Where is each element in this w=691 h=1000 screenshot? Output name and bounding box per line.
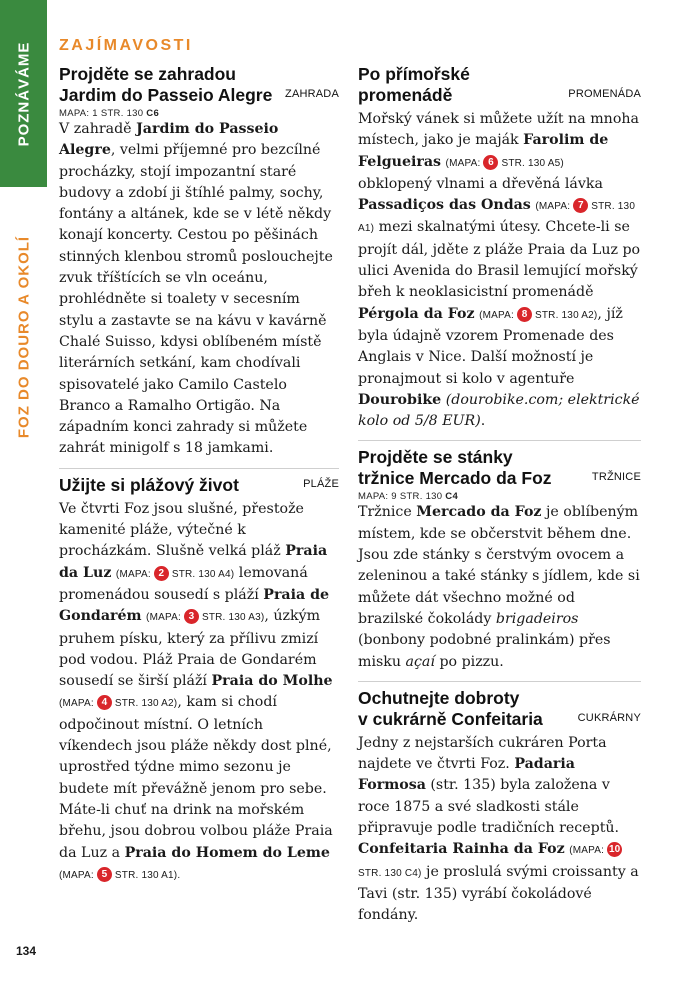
page-number: 134 — [16, 944, 37, 958]
category-label: CUKRÁRNY — [577, 711, 641, 724]
article-title: Ochutnejte dobroty v cukrárně Confeitaria CUKRÁRNY — [358, 687, 641, 729]
area-tab-label-wrap — [0, 187, 47, 487]
article-title: Po přímořské promenádě PROMENÁDA — [358, 64, 641, 105]
map-marker-badge: 8 — [517, 307, 532, 322]
map-marker-badge: 5 — [97, 867, 112, 882]
article-market — [358, 447, 641, 672]
article-promenade — [358, 64, 641, 432]
section-tab-label: POZNÁVÁME — [15, 41, 32, 146]
map-marker-badge: 6 — [483, 155, 498, 170]
map-marker-badge: 3 — [184, 609, 199, 624]
section-heading: ZAJÍMAVOSTI — [59, 37, 193, 54]
map-reference: MAPA: 1 STR. 130 C6 — [59, 108, 160, 119]
article-title: Projděte se zahradou Jardim do Passeio Alegre ZAHRADA — [59, 64, 339, 105]
area-tab-label: FOZ DO DOURO A OKOLÍ — [15, 235, 32, 439]
section-tab-label-wrap — [0, 0, 47, 187]
article-garden — [59, 64, 339, 460]
divider — [358, 681, 641, 682]
article-body: Jedny z nejstarších cukráren Porta najdete ve čtvrti Foz. Padaria Formosa (str. 135) byla založena v roce 1875 a své sladkosti stále připravuje podle tradičních receptů. Confeitaria Rainha da Foz (MAPA: 10STR. 130 C4) je proslulá svými croissanty a Tavi (str. 135) vyrábí čokoládové fondány. — [358, 734, 639, 924]
article-body: V zahradě Jardim do Passeio Alegre, velmi příjemné pro bezcílné procházky, stojí impozantní staré budovy a zdobí ji štíhlé palmy, sochy, fontány a altánek, kde se v létě někdy konají koncerty. Cestou po pěšinách stinných klenbou stromů poslouchejte zvuk tříštících se vln oceánu, prohlédněte si toalety v secesním stylu a zastavte se na kávu v kavárně Chalé Suisso, kdysi oblíbeném místě literárních setkání, kam chodívali spisovatelé jako Camilo Castelo Branco a Ramalho Ortigão. Na západním konci zahrady si můžete zahrát minigolf s 18 jamkami. — [59, 121, 333, 457]
left-column — [59, 64, 339, 886]
map-marker-badge: 10 — [609, 844, 621, 856]
map-marker-badge: 4 — [97, 695, 112, 710]
category-label: ZAHRADA — [285, 88, 339, 100]
article-beaches — [59, 475, 339, 886]
right-column — [358, 64, 641, 927]
article-body: Tržnice Mercado da Foz je oblíbeným místem, kde se občerstvit během dne. Jsou zde stánky s čerstvým ovocem a zeleninou a také stánky s jídlem, kde si můžete dát všechno možné od brazilské čokolády brigadeiros (bonbony podobné pralinkám) přes misku açaí po pizzu. — [358, 504, 640, 670]
divider — [358, 440, 641, 441]
category-label: TRŽNICE — [591, 471, 641, 484]
category-label: PROMENÁDA — [568, 88, 641, 100]
map-marker-badge: 2 — [154, 566, 169, 581]
divider — [59, 468, 339, 469]
category-label: PLÁŽE — [303, 477, 339, 490]
article-title: Užijte si plážový život PLÁŽE — [59, 474, 339, 495]
map-marker-badge: 7 — [573, 198, 588, 213]
article-body: Ve čtvrti Foz jsou slušné, přestože kamenité pláže, výtečné k procházkám. Slušně velká pláž Praia da Luz (MAPA: 2 STR. 130 A4) lemovaná promenádou sousedí s pláží Praia de Gondarém (MAPA: 3 STR. 130 A3), úzkým pruhem písku, který za přílivu zmizí pod vodou. Pláž Praia de Gondarém sousedí se širší pláží Praia do Molhe (MAPA: 4 STR. 130 A2), kam si chodí odpočinout místní. O letních víkendech jsou pláže někdy dost plné, uprostřed týdne mimo sezonu je budete mít převážně jenom pro sebe. Máte-li chuť na drink na mořském břehu, jsou dobrou volbou pláže Praia da Luz a Praia do Homem do Leme (MAPA: 5 STR. 130 A1). — [59, 500, 333, 881]
map-reference: MAPA: 9 STR. 130 C4 — [358, 491, 459, 503]
article-body: Mořský vánek si můžete užít na mnoha místech, jako je maják Farolim de Felgueiras (MAPA: 6 STR. 130 A5) obklopený vlnami a dřevěná lávka Passadiços das Ondas (MAPA: 7 STR. 130 A1) mezi skalnatými útesy. Chcete-li se projít dál, jděte z pláže Praia da Luz po ulici Avenida do Brasil lemující mořský břeh k neoklasicistní promenádě Pérgola da Foz (MAPA: 8 STR. 130 A2), jíž byla údajně vzorem Promenade des Anglais v Nice. Další možností je pronajmout si kolo v agentuře Dourobike (dourobike.com; elektrické kolo od 5/8 EUR). — [358, 111, 641, 430]
article-confectionery — [358, 688, 641, 927]
article-title: Projděte se stánky tržnice Mercado da Foz TRŽNICE — [358, 447, 641, 489]
